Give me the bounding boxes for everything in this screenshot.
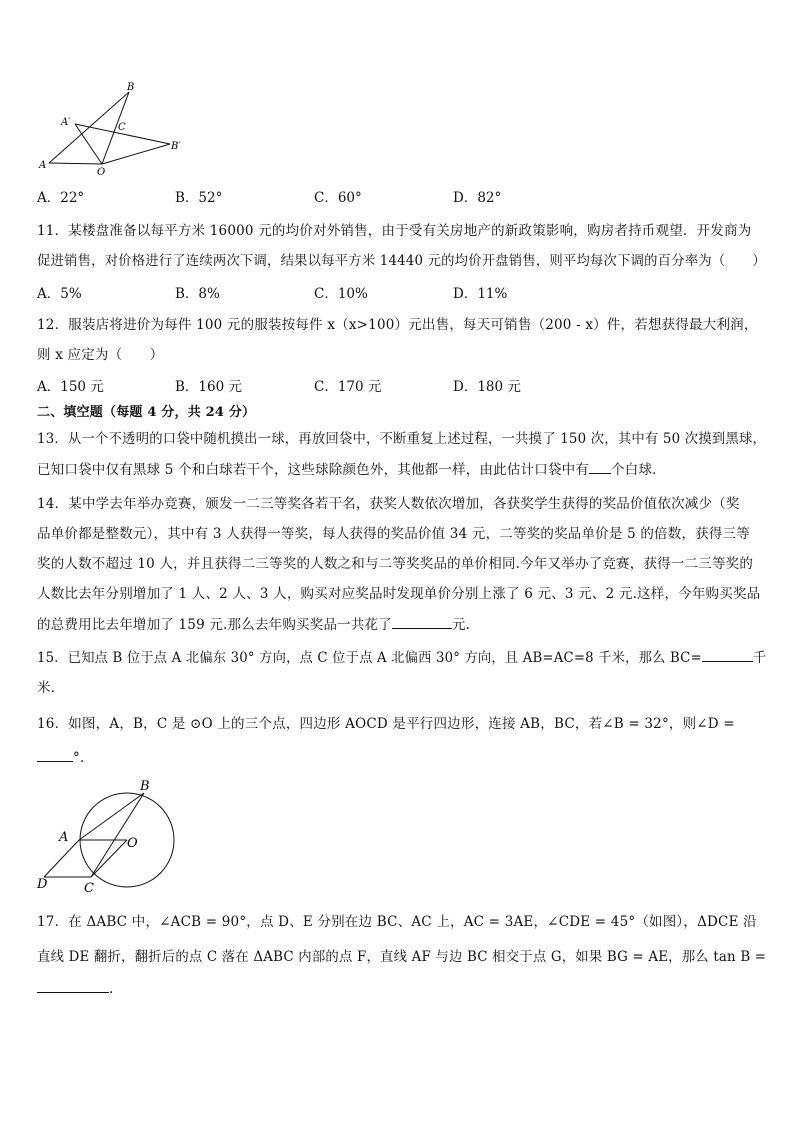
q16-line-1: 16．如图，A，B，C 是 ⊙O 上的三个点，四边形 AOCD 是平行四边形，连接 AB，BC，若∠B = 32°，则∠D = [37, 716, 735, 732]
q10-option-b: B．52° [175, 190, 223, 206]
section-heading-fill-in: 二、填空题（每题 4 分，共 24 分） [37, 405, 256, 420]
q17-line-2: 直线 DE 翻折，翻折后的点 C 落在 ΔABC 内部的点 F，直线 AF 与边 BC 相交于点 G，如果 BG = AE，那么 tan B = [37, 949, 767, 965]
segment-AprimeO [75, 124, 102, 164]
q13-line-1: 13．从一个不透明的口袋中随机摸出一球，再放回袋中，不断重复上述过程，一共摸了 150 次，其中有 50 次摸到黑球， [37, 431, 767, 447]
label-B: B [127, 82, 135, 93]
q14-line-4: 人数比去年分别增加了 1 人、2 人、3 人，购买对应奖品时发现单价分别上涨了 6 元、3 元、2 元.这样，今年购买奖品 [37, 586, 761, 602]
q13-line-2-text: 已知口袋中仅有黑球 5 个和白球若干个，这些球除颜色外，其他都一样，由此估计口袋中有 [37, 462, 590, 478]
q14-line-5 [37, 613, 470, 633]
q12-option-c: C．170 元 [314, 379, 382, 395]
figure-rotated-triangles [36, 80, 196, 176]
q14-line-2: 品单价都是整数元），其中有 3 人获得一等奖，每人获得的奖品价值 34 元，二等奖的奖品单价是 5 的倍数，获得三等 [37, 526, 750, 542]
q13-line-2 [37, 458, 666, 478]
q11-option-a: A．5% [37, 286, 82, 302]
q14-line-5-text: 的总费用比去年增加了 159 元.那么去年购买奖品一共花了 [37, 617, 392, 633]
segment-BC [91, 793, 144, 877]
label-C: C [118, 122, 126, 133]
q12-option-b: B．160 元 [175, 379, 242, 395]
segment-AB [79, 793, 144, 840]
q11-option-b: B．8% [175, 286, 220, 302]
q13-line-2-end: 个白球． [611, 462, 666, 478]
q15-line-1-end: 千 [752, 650, 767, 666]
q11-option-d: D．11% [453, 286, 508, 302]
q10-option-d: D．82° [453, 190, 502, 206]
label-A: A [59, 830, 69, 845]
q15-line-1 [37, 646, 766, 666]
q12-line-2: 则 x 应定为（ ） [37, 347, 164, 363]
q13-answer-blank[interactable] [589, 459, 611, 474]
q11-line-2: 促进销售，对价格进行了连续两次下调，结果以每平方米 14440 元的均价开盘销售，则平均每次下调的百分率为（ ） [37, 253, 766, 269]
q17-line-1: 17．在 ΔABC 中，∠ACB = 90°，点 D、E 分别在边 BC、AC 上，AC = 3AE，∠CDE = 45°（如图），ΔDCE 沿 [37, 914, 757, 930]
q14-line-5-end: 元. [451, 617, 471, 633]
q17-line-3-end: . [109, 981, 114, 997]
label-O: O [97, 167, 106, 176]
q14-line-3: 奖的人数不超过 10 人，并且获得二三等奖的人数之和与二等奖奖品的单价相同.今年又举办了竞赛，获得一二三等奖的 [37, 556, 754, 572]
q11-line-1: 11．某楼盘准备以每平方米 16000 元的均价对外销售，由于受有关房地产的新政策影响，购房者持币观望．开发商为 [37, 223, 752, 239]
q16-answer-blank[interactable] [37, 747, 73, 762]
q10-option-c: C．60° [314, 190, 362, 206]
label-D: D [37, 877, 48, 892]
segment-AO [49, 163, 102, 164]
label-A-prime: A′ [61, 117, 71, 128]
q12-option-d: D．180 元 [453, 379, 521, 395]
label-B-prime: B′ [171, 141, 181, 152]
q14-answer-blank[interactable] [392, 614, 452, 629]
q17-line-3 [37, 978, 114, 997]
segment-AD [44, 840, 79, 877]
q16-line-2 [37, 747, 84, 766]
q16-line-2-end: °. [73, 750, 85, 766]
label-C: C [84, 881, 94, 894]
q12-option-a: A．150 元 [37, 379, 104, 395]
segment-OC [91, 840, 127, 877]
figure-circle-parallelogram [34, 776, 184, 894]
q11-option-c: C．10% [314, 286, 368, 302]
label-O: O [127, 836, 138, 851]
q15-answer-blank[interactable] [702, 647, 753, 662]
segment-OBprime [102, 144, 170, 164]
q12-line-1: 12．服装店将进价为每件 100 元的服装按每件 x（x>100）元出售，每天可销售（200 - x）件，若想获得最大利润， [37, 317, 758, 333]
q15-line-2: 米． [37, 680, 65, 696]
label-B: B [140, 779, 150, 794]
q10-option-a: A．22° [37, 190, 85, 206]
label-A: A [39, 160, 47, 171]
q14-line-1: 14．某中学去年举办竞赛，颁发一二三等奖各若干名，获奖人数依次增加，各获奖学生获得的奖品价值依次减少（奖 [37, 496, 740, 512]
q17-answer-blank[interactable] [37, 978, 109, 993]
q15-line-1-text: 15．已知点 B 位于点 A 北偏东 30° 方向，点 C 位于点 A 北偏西 30° 方向，且 AB=AC=8 千米，那么 BC= [37, 650, 702, 666]
